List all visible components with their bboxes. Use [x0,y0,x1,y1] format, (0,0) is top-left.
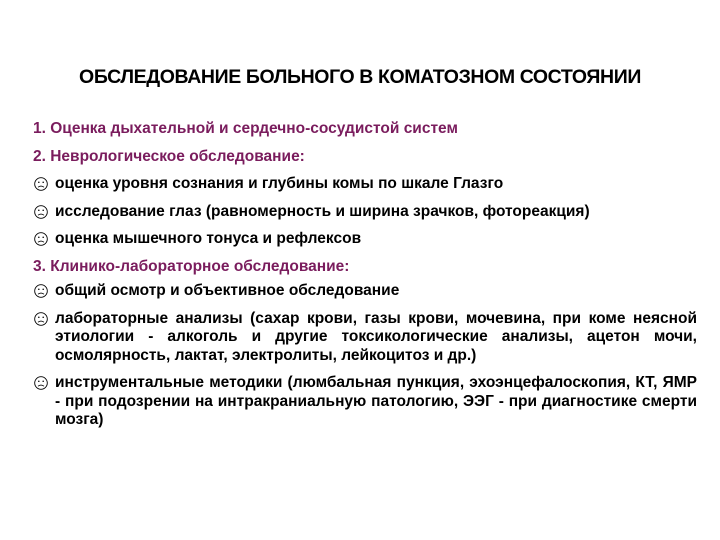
frown-face-icon [33,231,49,247]
slide-content [33,120,697,439]
list-item-text: оценка мышечного тонуса и рефлексов [55,230,362,247]
frown-face-icon [33,375,49,391]
list-item-text: оценка уровня сознания и глубины комы по шкале Глазго [55,175,504,192]
list-item [33,310,697,366]
section-heading-neuro: 2. Неврологическое обследование: [33,147,305,165]
list-item-text: исследование глаз (равномерность и ширина зрачков, фотореакция) [55,202,590,220]
list-item [33,230,697,249]
list-item [33,203,697,222]
list-item [33,175,697,194]
list-item-text: инструментальные методики (люмбальная пункция, эхоэнцефалоскопия, КТ, ЯМР - при подозрении на интракраниальную патологию, ЭЭГ - при диагностике смерти мозга) [55,374,697,428]
frown-face-icon [33,283,49,299]
section-heading-lab: 3. Клинико-лабораторное обследование: [33,257,350,275]
frown-face-icon [33,311,49,327]
list-item [33,374,697,430]
list-item-text: общий осмотр и объективное обследование [55,282,400,299]
section-heading-respiratory: 1. Оценка дыхательной и сердечно-сосудистой систем [33,120,458,137]
frown-face-icon [33,176,49,192]
frown-face-icon [33,204,49,220]
list-item [33,282,697,301]
slide-title: ОБСЛЕДОВАНИЕ БОЛЬНОГО В КОМАТОЗНОМ СОСТОЯНИИ [79,66,641,88]
list-item-text: лабораторные анализы (сахар крови, газы крови, мочевина, при коме неясной этиологии - алкоголь и другие токсикологические анализы, ацетон мочи, осмолярность, лактат, электролиты, лейкоцитоз и др.) [55,309,697,364]
